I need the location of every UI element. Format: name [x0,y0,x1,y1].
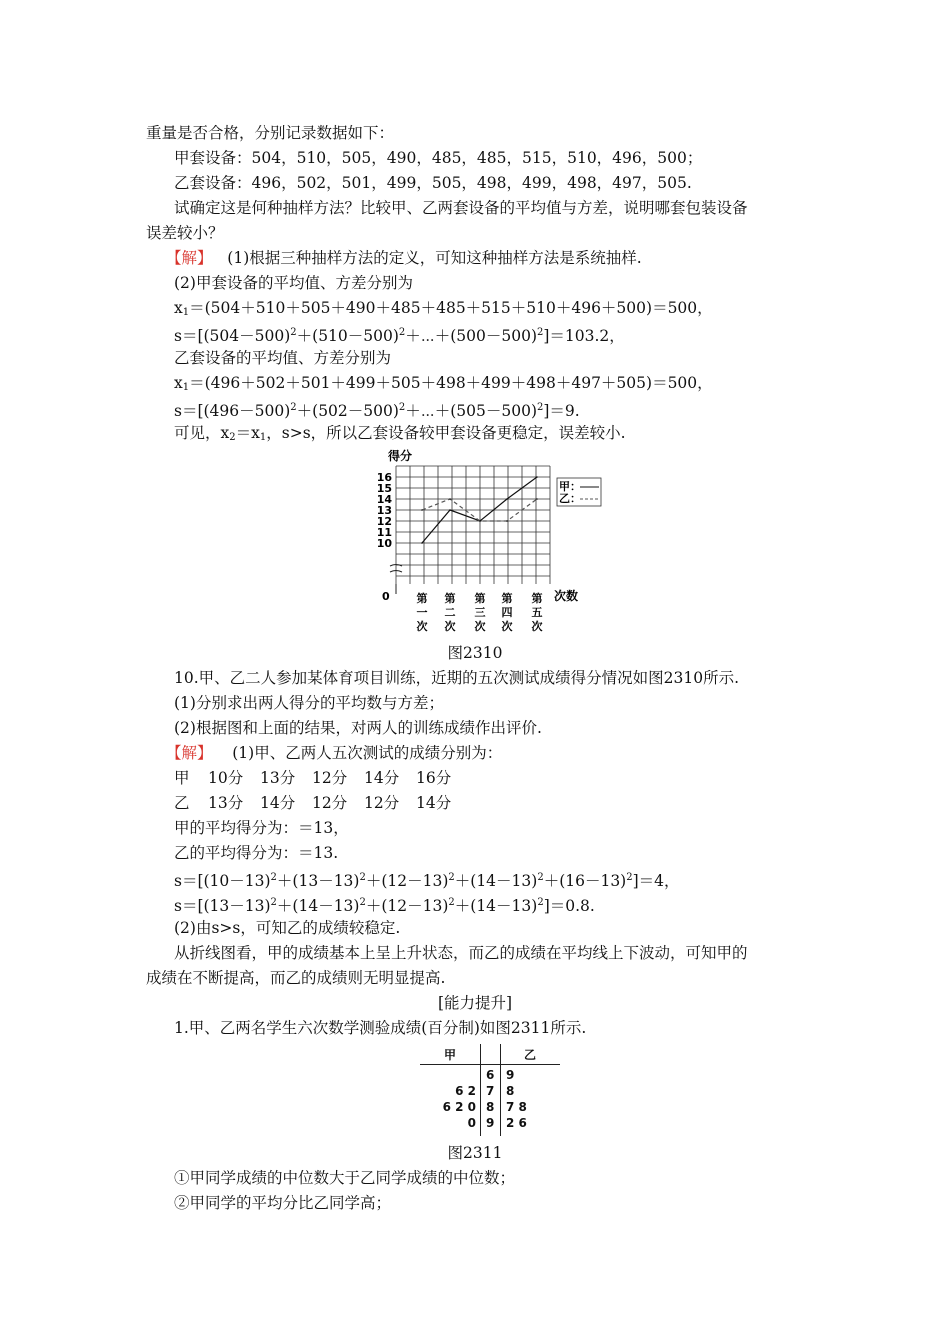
data-point [479,520,481,522]
mean-b-result: 乙的平均得分为：＝13. [174,844,339,862]
evaluation-line-2: 成绩在不断提高，而乙的成绩则无明显提高. [146,969,446,987]
data-point [449,498,451,500]
variance-b-formula: $s=[(496-500)^2+(502-500)^2+\cdots+(505-500)^2]=9$. [174,402,580,420]
stem-leaf-row: 6 2 7 8 [455,1084,515,1098]
x-tick-label: 四 [501,606,513,619]
y-tick-label: 13 [376,504,392,517]
section-heading: [能力提升] [437,994,513,1012]
solution-10-part-2: (2)由s>s，可知乙的成绩较稳定. [174,919,401,937]
scores-row-b: 乙 13分 14分 12分 12分 14分 [174,794,452,812]
set-b-data: 乙套设备：496，502，501，499，505，498，499，498，497，505. [174,174,692,192]
variance-a-result: $s=[(10-13)^2+(13-13)^2+(12-13)^2+(14-13)^2+(16-13)^2]=4$， [174,872,680,890]
scores-row-a: 甲 10分 13分 12分 14分 16分 [174,769,452,787]
y-tick-label: 14 [376,493,392,506]
data-point [449,509,451,511]
question-10-part-1: (1)分别求出两人得分的平均数与方差； [174,694,444,712]
y-tick-label: 16 [376,471,392,484]
x-tick-label: 次 [416,620,428,633]
x-tick-label: 次 [444,620,456,633]
chart-caption: 图2310 [447,644,503,662]
data-point [506,520,508,522]
stem-leaf-row: 6 2 0 8 7 8 [442,1100,527,1114]
data-point [536,498,538,500]
mean-a-formula: $x_1=(504+510+505+490+485+485+515+510+496+500)=500$， [174,299,713,318]
variance-a-formula: $s=[(504-500)^2+(510-500)^2+\cdots+(500-500)^2]=103.2$， [174,327,625,345]
y-tick-label: 11 [376,526,392,539]
evaluation-line-1: 从折线图看，甲的成绩基本上呈上升状态，而乙的成绩在平均线上下波动，可知甲的 [174,944,748,962]
option-1: ①甲同学成绩的中位数大于乙同学成绩的中位数； [174,1169,516,1187]
stem-leaf-table [420,1044,560,1136]
variance-b-result: $s=[(13-13)^2+(14-13)^2+(12-13)^2+(14-13)^2]=0.8$. [174,897,595,915]
x-axis-label: 次数 [554,589,579,603]
stem-leaf-row: 0 9 2 6 [467,1116,527,1130]
x-tick-label: 五 [531,606,543,619]
x-tick-label: 第 [444,592,456,605]
solution-10-line-1: 【解】 (1)甲、乙两人五次测试的成绩分别为： [166,744,503,762]
x-tick-label: 第 [501,592,513,605]
x-tick-label: 三 [474,606,486,619]
stem-leaf-header-right: 乙 [523,1048,536,1062]
stem-leaf-header-left: 甲 [443,1048,456,1062]
legend-label-jia: 甲： [559,480,581,493]
x-tick-label: 第 [474,592,486,605]
y-tick-label: 10 [376,537,392,550]
question-line-1: 试确定这是何种抽样方法？比较甲、乙两套设备的平均值与方差，说明哪套包装设备 [174,199,748,217]
x-tick-label: 第 [416,592,428,605]
x-tick-label: 二 [444,606,456,619]
conclusion-line: 可见，$x_2=x_1$，s>s，所以乙套设备较甲套设备更稳定，误差较小. [174,424,626,443]
table-caption: 图2311 [447,1144,503,1162]
y-axis-label: 得分 [388,449,413,463]
legend-label-yi: 乙： [559,492,581,505]
solution-line-3: 乙套设备的平均值、方差分别为 [174,349,392,367]
set-a-data: 甲套设备：504，510，505，490，485，485，515，510，496，500； [174,149,703,167]
x-tick-label: 次 [501,620,513,633]
y-tick-label: 12 [376,515,392,528]
score-line-chart [370,448,610,636]
x-tick-label: 次 [531,620,543,633]
x-tick-label: 次 [474,620,486,633]
solution-tag: 【解】 [166,744,213,762]
x-tick-label: 第 [531,592,543,605]
stem-leaf-row: 6 9 [486,1068,515,1082]
question-10: 10.甲、乙二人参加某体育项目训练，近期的五次测试成绩得分情况如图2310所示. [174,669,740,687]
solution-tag: 【解】 [166,249,213,267]
origin-label: 0 [382,590,390,603]
data-point [506,498,508,500]
data-point [421,542,423,544]
question-line-2: 误差较小？ [146,224,224,242]
mean-a-result: 甲的平均得分为：＝13， [174,819,349,837]
question-1: 1.甲、乙两名学生六次数学测验成绩(百分制)如图2311所示. [174,1019,587,1037]
data-point [421,509,423,511]
question-10-part-2: (2)根据图和上面的结果，对两人的训练成绩作出评价. [174,719,542,737]
data-point [536,476,538,478]
intro-tail: 重量是否合格，分别记录数据如下： [146,124,395,142]
mean-b-formula: $x_1=(496+502+501+499+505+498+499+498+497+505)=500$， [174,374,713,393]
x-tick-label: 一 [416,606,428,619]
solution-line-2: (2)甲套设备的平均值、方差分别为 [174,274,413,292]
solution-line-1: 【解】 (1)根据三种抽样方法的定义，可知这种抽样方法是系统抽样. [166,249,642,267]
y-tick-label: 15 [376,482,392,495]
option-2: ②甲同学的平均分比乙同学高； [174,1194,392,1212]
